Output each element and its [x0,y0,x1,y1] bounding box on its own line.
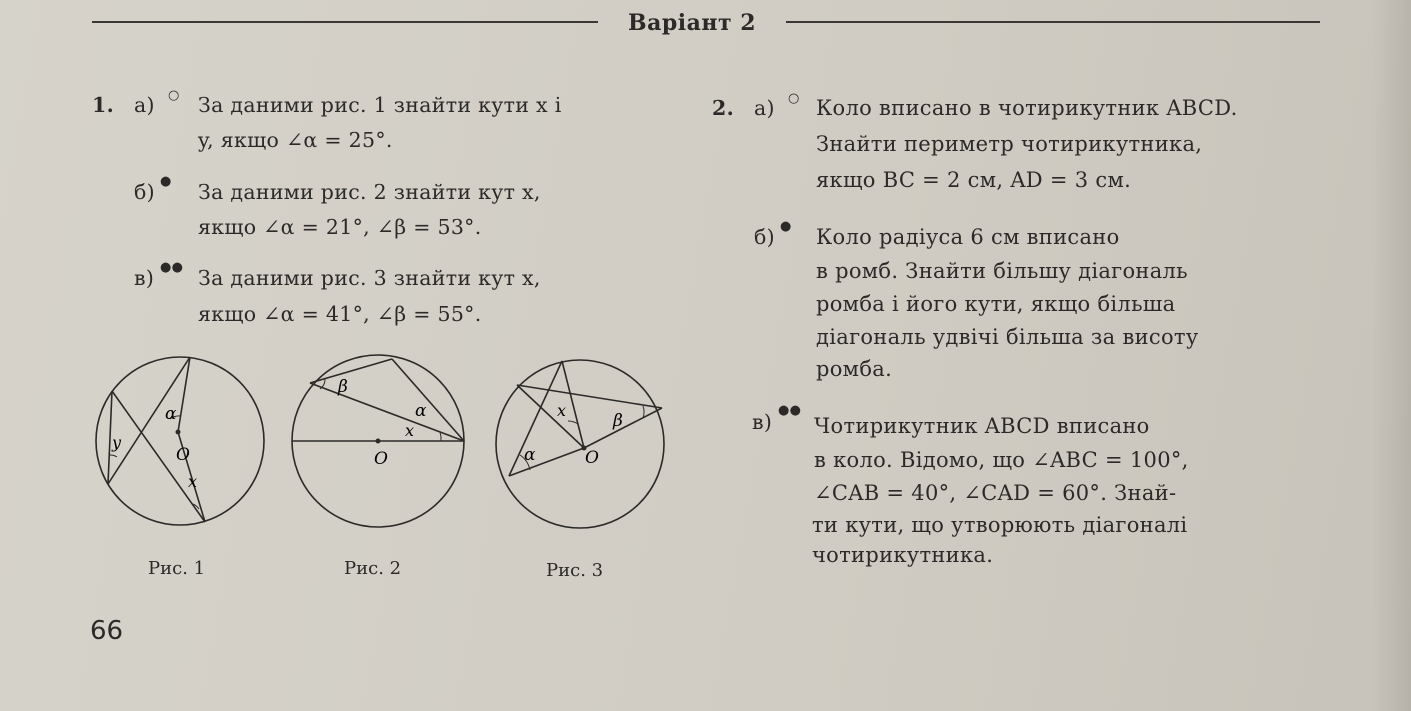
task2c-line5: чотирикутника. [812,543,994,567]
task1b-line2: якщо ∠α = 21°, ∠β = 53°. [198,215,482,239]
task2-number: 2. [712,96,735,120]
fig1-alpha-label: α [165,404,177,424]
task2b-line4: діагональ удвічі більша за висоту [816,325,1199,349]
fig3-caption: Рис. 3 [546,560,604,581]
task2b-line5: ромба. [816,357,893,381]
fig1-x-label: x [188,472,198,491]
fig3-x-label: x [557,401,567,420]
task2c-line4: ти кути, що утворюють діагоналі [812,513,1188,537]
task2c-level-dots: ●● [778,403,802,418]
task1c-line2: якщо ∠α = 41°, ∠β = 55°. [198,302,482,326]
task2c-line1: Чотирикутник ABCD вписано [814,414,1150,438]
page-edge-shadow [1371,0,1411,711]
task2a-line2: Знайти периметр чотирикутника, [816,132,1203,156]
fig3-o-label: O [585,448,599,468]
fig2-o-label: O [374,449,388,469]
task1b-level-dot: ● [160,174,172,189]
fig1-y-label: y [112,433,122,452]
task2a-marker: а) [754,96,775,120]
task2a-line3: якщо BC = 2 см, AD = 3 см. [816,168,1132,192]
task1c-line1: За даними рис. 3 знайти кут x, [198,266,541,290]
fig3-beta-label: β [613,411,623,431]
task1-number: 1. [92,93,115,117]
task2c-line2: в коло. Відомо, що ∠ABC = 100°, [814,448,1189,472]
variant-title: Варіант 2 [628,10,757,36]
fig1-o-label: O [176,445,190,465]
task2b-line1: Коло радіуса 6 см вписано [816,225,1120,249]
fig2-alpha-label: α [415,401,427,421]
fig2-caption: Рис. 2 [344,558,402,579]
header-rule-right [786,21,1320,23]
task1a-line2: y, якщо ∠α = 25°. [198,128,393,152]
task1b-marker: б) [134,180,155,204]
fig1-caption: Рис. 1 [148,558,206,579]
task2b-level-dot: ● [780,219,792,234]
task2b-line2: в ромб. Знайти більшу діагональ [816,259,1188,283]
task2c-marker: в) [752,410,773,434]
task2b-line3: ромба і його кути, якщо більша [816,292,1176,316]
page-number: 66 [90,616,124,646]
task1b-line1: За даними рис. 2 знайти кут x, [198,180,541,204]
figures-diagram [0,0,700,600]
fig2-beta-label: β [338,377,348,397]
task1a-line1: За даними рис. 1 знайти кути x і [198,93,562,117]
task1c-level-dots: ●● [160,260,184,275]
fig2-x-label: x [405,421,415,440]
task2b-marker: б) [754,225,775,249]
task1c-marker: в) [134,266,155,290]
task2a-line1: Коло вписано в чотирикутник ABCD. [816,96,1238,120]
task2c-line3: ∠CAB = 40°, ∠CAD = 60°. Знай- [814,481,1177,505]
task1a-marker: а) [134,93,155,117]
task2a-level-dot: ○ [788,91,800,106]
task1a-level-dot: ○ [168,88,180,103]
fig3-alpha-label: α [524,445,536,465]
